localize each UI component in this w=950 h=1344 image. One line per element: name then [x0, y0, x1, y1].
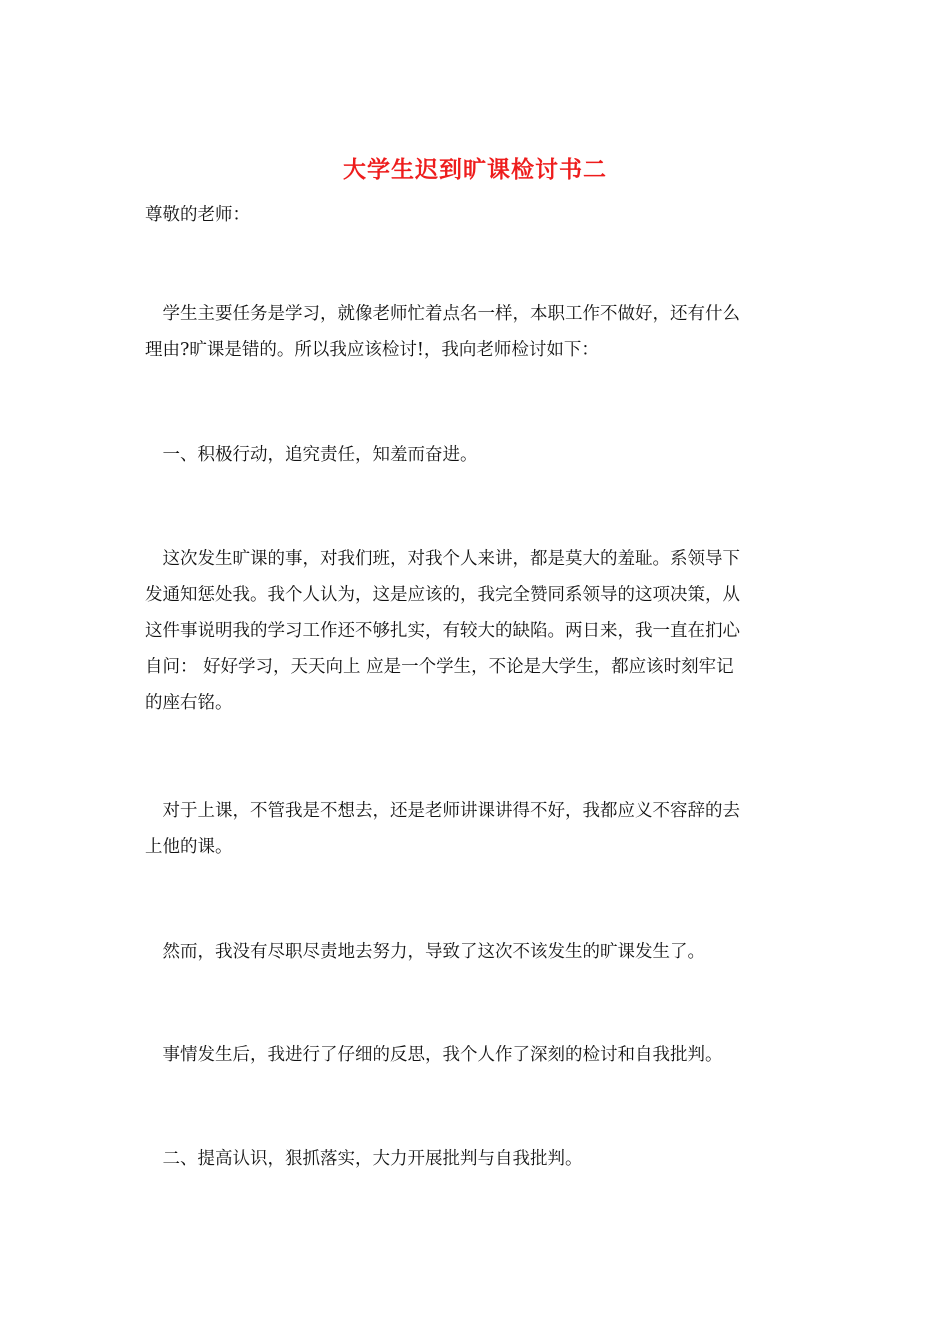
- paragraph-7-heading: [145, 1141, 805, 1177]
- paragraph-line: 这件事说明我的学习工作还不够扎实，有较大的缺陷。两日来，我一直在扪心: [145, 621, 740, 641]
- salutation: [145, 197, 805, 233]
- paragraph-line: 上他的课。: [145, 837, 233, 857]
- paragraph-2-heading: [145, 437, 805, 473]
- paragraph-line: 这次发生旷课的事，对我们班，对我个人来讲，都是莫大的羞耻。系领导下: [145, 549, 740, 569]
- paragraph-6: [145, 1037, 805, 1073]
- paragraph-5: [145, 934, 805, 970]
- document-title: 大学生迟到旷课检讨书二: [343, 156, 607, 183]
- paragraph-line: 事情发生后，我进行了仔细的反思，我个人作了深刻的检讨和自我批判。: [145, 1045, 723, 1065]
- paragraph-line: 理由?旷课是错的。所以我应该检讨!，我向老师检讨如下：: [145, 340, 599, 360]
- paragraph-line: 的座右铭。: [145, 693, 233, 713]
- paragraph-line: 发通知惩处我。我个人认为，这是应该的，我完全赞同系领导的这项决策，从: [145, 585, 740, 605]
- paragraph-line: 自问： 好好学习，天天向上 应是一个学生，不论是大学生，都应该时刻牢记: [145, 657, 734, 677]
- paragraph-line: 然而，我没有尽职尽责地去努力，导致了这次不该发生的旷课发生了。: [145, 942, 705, 962]
- paragraph-line: 对于上课，不管我是不想去，还是老师讲课讲得不好，我都应义不容辞的去: [145, 801, 740, 821]
- paragraph-line: 一、积极行动，追究责任，知羞而奋进。: [145, 445, 478, 465]
- paragraph-1: [145, 296, 805, 368]
- paragraph-line: 二、提高认识，狠抓落实，大力开展批判与自我批判。: [145, 1149, 583, 1169]
- paragraph-3: [145, 541, 805, 721]
- salutation-line: 尊敬的老师：: [145, 205, 250, 225]
- paragraph-line: 学生主要任务是学习，就像老师忙着点名一样，本职工作不做好，还有什么: [145, 304, 740, 324]
- paragraph-4: [145, 793, 805, 865]
